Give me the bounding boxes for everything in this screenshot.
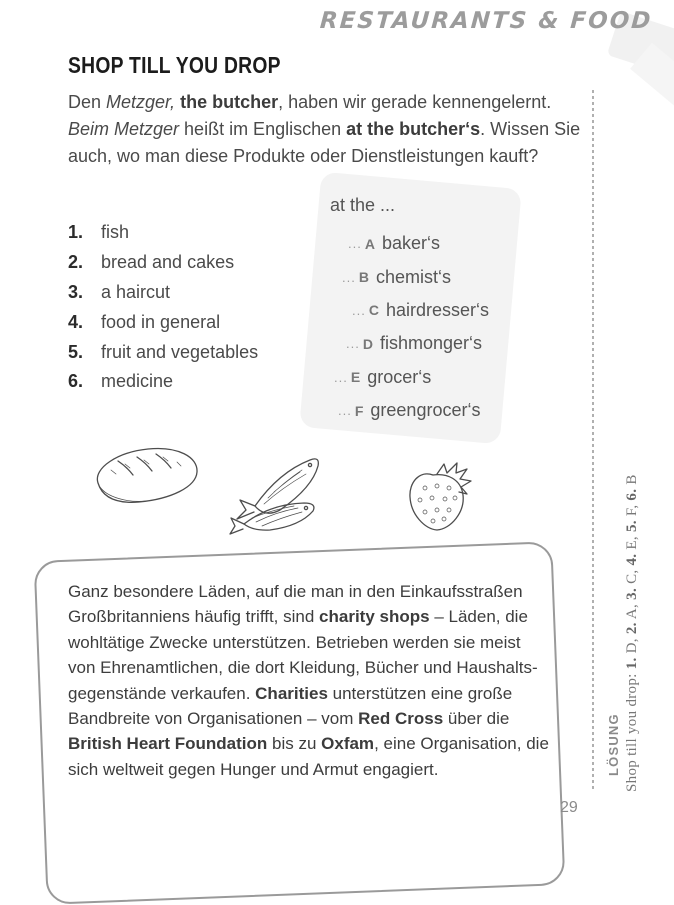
text-segment: , haben wir gerade kennengelernt.	[278, 92, 552, 112]
question-list	[68, 218, 258, 397]
text-line	[68, 630, 549, 655]
text-segment: the butcher	[180, 92, 279, 112]
text-segment: wohltätige Zwecke unterstützen. Betrieben werden sie meist	[68, 632, 521, 652]
item-number: 5.	[68, 341, 84, 362]
text-segment: gegenstände verkaufen.	[68, 683, 256, 703]
list-item	[68, 278, 258, 308]
text-line	[68, 681, 549, 706]
text-segment: Beim Metzger	[68, 119, 180, 139]
item-label: medicine	[101, 371, 174, 392]
text-segment: D,	[624, 634, 640, 658]
text-segment: 6.	[624, 488, 640, 501]
page-title: SHOP TILL YOU DROP	[68, 52, 281, 78]
text-segment: von Ehrenamtlichen, die dort Kleidung, Bücher und Haushalts-	[68, 658, 538, 678]
text-segment: A,	[624, 599, 640, 623]
text-segment: Red Cross	[358, 709, 444, 729]
blank-dots: ...	[342, 269, 356, 285]
list-item	[68, 248, 258, 278]
item-label: fruit and vegetables	[101, 341, 259, 362]
intro-paragraph	[68, 89, 580, 170]
option-label: greengrocer‘s	[370, 400, 481, 421]
text-line	[68, 731, 549, 756]
text-segment: bis zu	[267, 734, 322, 754]
text-segment: über die	[443, 709, 510, 729]
text-segment: Großbritanniens häufig trifft, sind	[68, 607, 320, 627]
dotted-divider-line	[592, 90, 594, 790]
text-segment: 1.	[624, 657, 640, 670]
text-segment: Ganz besondere Läden, auf die man in den Einkaufsstraßen	[68, 582, 523, 601]
option-label: baker‘s	[381, 233, 440, 254]
option-label: hairdresser‘s	[385, 299, 490, 320]
text-segment: – Läden, die	[429, 607, 528, 627]
text-segment: C,	[624, 565, 640, 588]
text-segment: heißt im Englischen	[179, 119, 347, 139]
text-line	[68, 706, 549, 731]
text-segment: Den	[68, 92, 107, 112]
bread-loaf-illustration	[85, 440, 207, 514]
item-number: 6.	[68, 371, 84, 392]
blank-dots: ...	[352, 302, 366, 318]
item-label: bread and cakes	[101, 252, 235, 273]
answer-option	[338, 394, 489, 427]
text-line	[68, 89, 580, 116]
info-box-text	[68, 579, 549, 782]
item-number: 1.	[68, 222, 84, 243]
item-number: 2.	[68, 252, 84, 273]
answer-option	[346, 327, 489, 360]
page-number: 29	[560, 799, 578, 816]
text-segment: unterstützen eine große	[327, 683, 513, 703]
text-line	[68, 116, 580, 143]
option-letter: B	[358, 269, 369, 286]
option-label: chemist‘s	[375, 266, 451, 287]
text-segment: Metzger,	[106, 92, 176, 112]
text-line	[68, 579, 549, 604]
text-segment: Charities	[255, 683, 328, 703]
answer-option	[348, 227, 489, 260]
text-segment: auch, wo man diese Produkte oder Dienstleistungen kauft?	[68, 146, 539, 166]
text-segment: at the butcher‘s	[346, 119, 481, 139]
two-fish-illustration	[224, 450, 330, 540]
text-line	[68, 655, 549, 680]
answer-option	[352, 294, 489, 327]
list-item	[68, 367, 258, 397]
blank-dots: ...	[338, 403, 352, 419]
text-segment: charity shops	[319, 607, 430, 627]
item-label: fish	[101, 222, 130, 243]
item-number: 3.	[68, 281, 84, 302]
option-label: fishmonger‘s	[379, 333, 483, 354]
item-label: a haircut	[101, 281, 171, 302]
text-line	[624, 432, 641, 792]
solution-heading: LÖSUNG	[606, 713, 621, 776]
text-segment: . Wissen Sie	[480, 119, 581, 139]
text-segment: 3.	[624, 587, 640, 600]
option-label: grocer‘s	[367, 366, 432, 387]
text-segment: 2.	[624, 622, 640, 635]
text-segment: F,	[624, 500, 640, 521]
list-item	[68, 307, 258, 337]
text-segment: Bandbreite von Organisationen – vom	[68, 709, 359, 729]
solution-answers	[624, 432, 641, 792]
text-segment: , eine Organisation, die	[374, 734, 549, 754]
option-letter: D	[362, 335, 373, 352]
text-line	[68, 143, 580, 170]
option-letter: C	[368, 302, 379, 319]
list-item	[68, 337, 258, 367]
text-segment: B	[624, 474, 640, 489]
item-number: 4.	[68, 311, 84, 332]
text-segment: Oxfam	[321, 734, 375, 754]
item-label: food in general	[101, 311, 221, 332]
text-segment: 4.	[624, 553, 640, 566]
blank-dots: ...	[334, 369, 348, 385]
answer-option	[342, 260, 489, 293]
text-line	[68, 604, 549, 629]
blank-dots: ...	[348, 236, 362, 252]
strawberry-illustration	[403, 458, 475, 536]
chapter-header: RESTAURANTS & FOOD	[318, 8, 653, 34]
option-letter: A	[364, 235, 375, 252]
option-letter: E	[350, 369, 361, 386]
text-line	[68, 757, 549, 782]
answer-options	[318, 227, 489, 427]
text-segment: E,	[624, 532, 640, 554]
text-segment: sich weltweit gegen Hunger und Armut engagiert.	[68, 759, 439, 779]
list-item	[68, 218, 258, 248]
text-segment: 5.	[624, 520, 640, 533]
text-segment: British Heart Foundation	[68, 734, 268, 754]
text-segment: Shop till you drop:	[624, 669, 640, 792]
answer-panel-prompt: at the ...	[330, 195, 396, 215]
solution-block	[606, 432, 650, 792]
option-letter: F	[354, 402, 364, 419]
blank-dots: ...	[346, 336, 360, 352]
answer-option	[334, 361, 489, 394]
